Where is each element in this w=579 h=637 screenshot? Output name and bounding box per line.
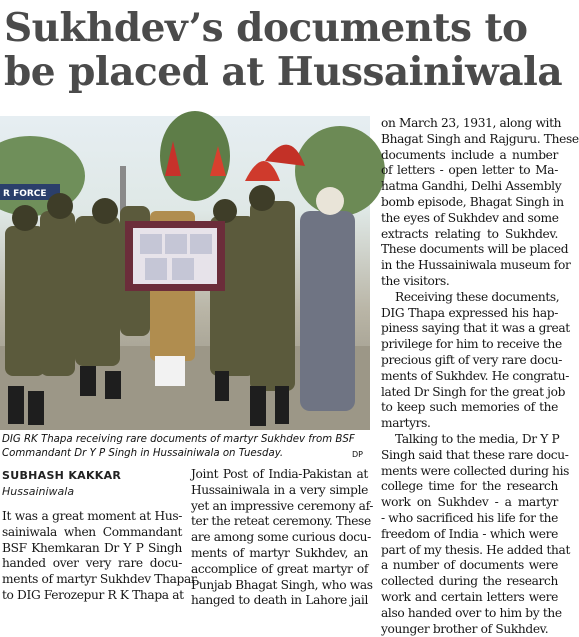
article-line: - who sacrificed his life for the [381,511,558,527]
article-line: precious gift of very rare docu- [381,353,558,369]
article-line: in the Hussainiwala museum for [381,258,558,274]
headline [4,6,556,94]
paragraph [381,116,558,290]
article-line: Hussainiwala in a very simple [191,483,368,499]
photo-caption [2,433,368,461]
article-line: privilege for him to receive the [381,337,558,353]
article-line: These documents will be placed [381,242,558,258]
article-line: the eyes of Sukhdev and some [381,211,558,227]
article-line: extracts relating to Sukhdev. [381,227,558,243]
article-line: ter the reteat ceremony. These [191,514,368,530]
article-line: It was a great moment at Hus- [2,509,182,525]
article-line: freedom of India - which were [381,527,558,543]
article-line: Singh said that these rare docu- [381,448,558,464]
article-line: BSF Khemkaran Dr Y P Singh [2,541,182,557]
article-line: accomplice of great martyr of [191,562,368,578]
paragraph [381,432,558,637]
article-line: also handed over to him by the [381,606,558,622]
article-line: part of my thesis. He added that [381,543,558,559]
article-column-2 [191,467,368,609]
article-line: Joint Post of India-Pakistan at [191,467,368,483]
byline-author: SUBHASH KAKKAR [2,469,121,482]
article-line: Bhagat Singh and Rajguru. These [381,132,558,148]
article-line: ments were collected during his [381,464,558,480]
article-line: lated Dr Singh for the great job [381,385,558,401]
photo-credit: DP [352,450,363,459]
article-line: collected during the research [381,574,558,590]
ceremony-photo-illustration [0,116,370,430]
article-column-1 [2,509,182,604]
article-line: Talking to the media, Dr Y P [381,432,558,448]
article-line: handed over very rare docu- [2,556,182,572]
banner-text: R FORCE [3,189,47,199]
article-line: are among some curious docu- [191,530,368,546]
article-line: documents include a number [381,148,558,164]
article-line: to keep such memories of the [381,400,558,416]
news-photo [0,116,370,430]
article-line: ments of martyr Sukhdev, an [191,546,368,562]
article-line: college time for the research [381,479,558,495]
article-line: of letters - open letter to Ma- [381,163,558,179]
article-line: hatma Gandhi, Delhi Assembly [381,179,558,195]
article-line: martyrs. [381,416,558,432]
article-line: DIG Thapa expressed his hap- [381,306,558,322]
article-line: to DIG Ferozepur R K Thapa at [2,588,182,604]
article-line: work on Sukhdev - a martyr [381,495,558,511]
headline-line-1: Sukhdev’s documents to [4,6,556,50]
article-line: yet an impressive ceremony af- [191,499,368,515]
article-line: Punjab Bhagat Singh, who was [191,578,368,594]
article-line: the visitors. [381,274,558,290]
article-line: work and certain letters were [381,590,558,606]
article-line: on March 23, 1931, along with [381,116,558,132]
dateline: Hussainiwala [2,485,74,498]
article-line: piness saying that it was a great [381,321,558,337]
article-line: bomb episode, Bhagat Singh in [381,195,558,211]
article-line: Receiving these documents, [381,290,558,306]
article-line: younger brother of Sukhdev. [381,622,558,637]
article-line: a number of documents were [381,558,558,574]
caption-line-2: Commandant Dr Y P Singh in Hussainiwala on Tuesday. [2,447,368,461]
article-line: ments of Sukhdev. He congratu- [381,369,558,385]
article-column-3 [381,116,558,637]
article-line: sainiwala when Commandant [2,525,182,541]
headline-line-2: be placed at Hussainiwala [4,50,556,94]
caption-line-1: DIG RK Thapa receiving rare documents of martyr Sukhdev from BSF [2,433,368,447]
article-line: hanged to death in Lahore jail [191,593,368,609]
article-line: ments of martyr Sukhdev Thapar [2,572,182,588]
paragraph [381,290,558,432]
